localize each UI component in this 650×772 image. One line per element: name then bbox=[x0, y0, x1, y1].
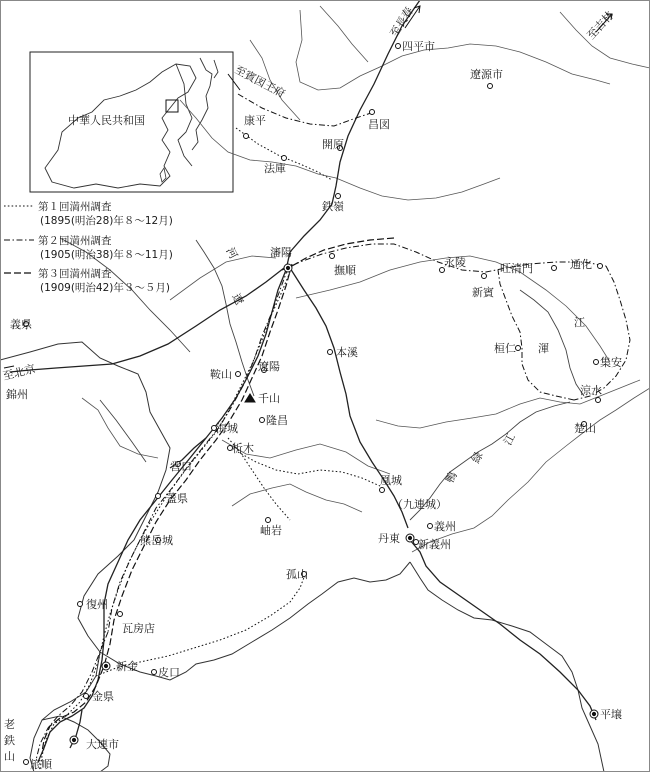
place-jian: 集安 bbox=[600, 356, 622, 369]
place-changtu: 昌図 bbox=[368, 118, 390, 131]
legend-period-2: (1905(明治38)年８～11月) bbox=[40, 249, 173, 261]
river-yalu-0: 鴨 bbox=[443, 469, 460, 486]
legend-period-3: (1909(明治42)年３～５月) bbox=[40, 282, 170, 294]
river-liao-1: 河 bbox=[223, 245, 240, 262]
place-lushun: 旅順 bbox=[30, 758, 52, 771]
place-tonghua: 通化 bbox=[570, 258, 592, 271]
place-xinbin: 新賓 bbox=[472, 286, 494, 299]
place-liaoyuan: 遼源市 bbox=[470, 68, 503, 81]
label-to-changchun: 至長春 bbox=[387, 4, 417, 40]
river-hun-1: 江 bbox=[574, 316, 585, 329]
place-kangping: 康平 bbox=[244, 114, 266, 127]
place-xiongyuecheng: 熊岳城 bbox=[140, 534, 173, 547]
place-xinjin: 新金 bbox=[116, 660, 138, 673]
place-jinzhou: 錦州 bbox=[6, 388, 28, 401]
river-yalu-2: 江 bbox=[501, 431, 518, 448]
legend-label-1: 第１回満州調査 bbox=[38, 201, 112, 213]
place-dandong: 丹東 bbox=[378, 532, 400, 545]
place-benxi: 本溪 bbox=[336, 346, 358, 359]
place-ximu: 析木 bbox=[232, 442, 254, 455]
inset-map bbox=[30, 52, 233, 192]
place-shenyang: 瀋陽 bbox=[270, 246, 292, 259]
label-to-beijing: 至北京 bbox=[1, 362, 37, 383]
place-xiuyan: 岫岩 bbox=[260, 524, 282, 537]
place-pikou: 皮口 bbox=[158, 666, 180, 679]
place-lao: 老 bbox=[4, 718, 15, 731]
place-dalian: 大連市 bbox=[86, 738, 119, 751]
place-jinxian: 金県 bbox=[92, 690, 114, 703]
place-liaoyang: 遼陽 bbox=[258, 360, 280, 373]
place-siping: 四平市 bbox=[402, 40, 435, 53]
place-faku: 法庫 bbox=[264, 162, 286, 175]
place-yingkou: 営口 bbox=[170, 460, 192, 473]
river-hun-0: 渾 bbox=[538, 342, 549, 355]
river-liao-0: 遼 bbox=[229, 291, 246, 308]
place-haicheng: 海城 bbox=[216, 422, 238, 435]
place-pyongyang: 平壌 bbox=[600, 708, 622, 721]
place-yongling: 永陵 bbox=[444, 256, 466, 269]
place-tieling: 鉄嶺 bbox=[322, 200, 344, 213]
label-to-jilin: 至吉林 bbox=[584, 8, 617, 43]
place-yixian: 義県 bbox=[10, 318, 32, 331]
place-longchang: 隆昌 bbox=[266, 414, 288, 427]
place-huanren: 桓仁 bbox=[494, 342, 516, 355]
legend-label-2: 第２回満州調査 bbox=[38, 235, 112, 247]
place-wangqingmen: 旺清門 bbox=[500, 262, 533, 275]
legend-period-1: (1895(明治28)年８～12月) bbox=[40, 215, 173, 227]
place-xinyizhou: 新義州 bbox=[418, 538, 451, 551]
place-chushan: 楚山 bbox=[574, 422, 596, 435]
place-fengcheng: 凰城 bbox=[380, 474, 402, 487]
place-tie: 鉄 bbox=[4, 734, 15, 747]
place-anshan: 鞍山 bbox=[210, 368, 232, 381]
place-fushun: 撫順 bbox=[334, 264, 356, 277]
place-gushan: 孤山 bbox=[286, 568, 308, 581]
place-wafangdian: 瓦房店 bbox=[122, 622, 155, 635]
place-jiuliancheng: （九連城） bbox=[392, 498, 447, 511]
inset-country-label: 中華人民共和国 bbox=[68, 114, 145, 127]
place-fuzhou: 復州 bbox=[86, 598, 108, 611]
river-yalu-1: 緑 bbox=[469, 449, 486, 466]
place-gaixian: 蓋県 bbox=[166, 492, 188, 505]
place-shan: 山 bbox=[4, 750, 15, 763]
place-qianshan: 千山 bbox=[258, 392, 280, 405]
place-kuandianshui: 涼水 bbox=[580, 384, 602, 397]
label-to-bintu: 至賓図王府 bbox=[232, 63, 288, 101]
place-yizhou: 義州 bbox=[434, 520, 456, 533]
place-kaiyuan: 開原 bbox=[322, 138, 344, 151]
legend-label-3: 第３回満州調査 bbox=[38, 268, 112, 280]
